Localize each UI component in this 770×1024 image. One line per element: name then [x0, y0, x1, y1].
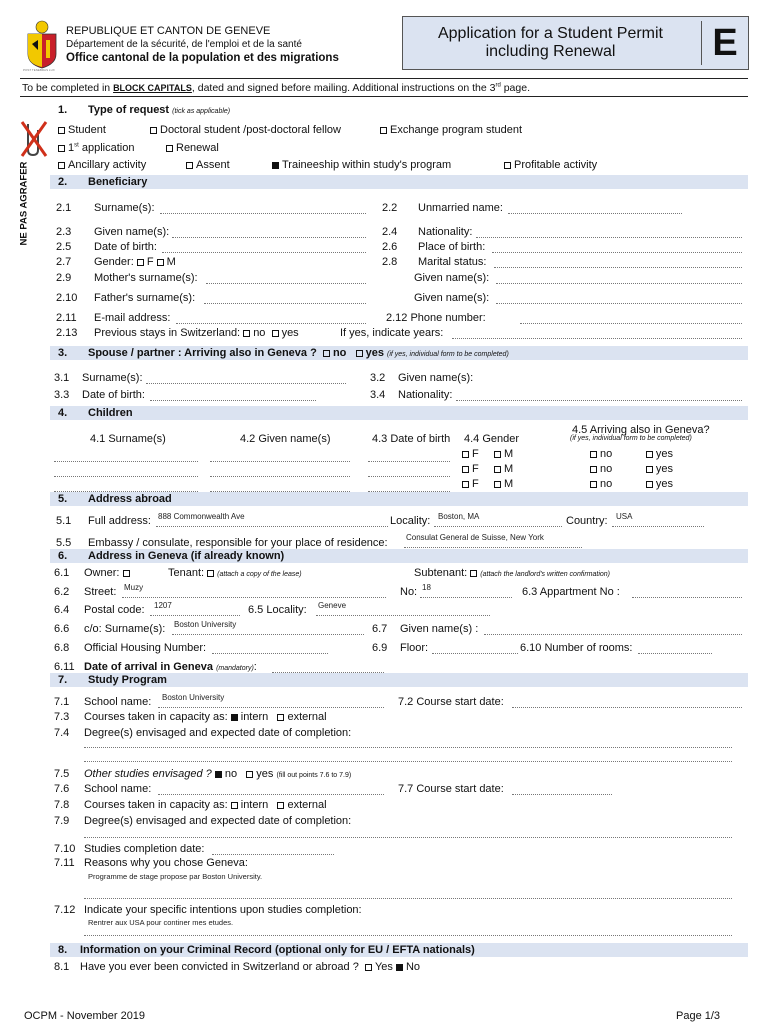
courses-row: Courses taken in capacity as: intern external — [84, 711, 327, 723]
n210: 2.10 — [56, 292, 78, 304]
locality-label: Locality: — [390, 515, 431, 527]
marital-label: Marital status: — [418, 256, 487, 268]
canton-logo — [22, 18, 62, 74]
father-given-field[interactable] — [496, 302, 742, 304]
nationality-field[interactable] — [476, 236, 742, 238]
ancillary-option[interactable]: Ancillary activity — [58, 159, 146, 171]
course-start-label: 7.2 Course start date: — [398, 696, 504, 708]
s5-title: Address abroad — [88, 493, 172, 505]
degree2-field[interactable] — [84, 836, 732, 838]
course-start-field[interactable] — [512, 706, 742, 708]
school-label: School name: — [84, 696, 152, 708]
n75: 7.5 — [54, 768, 70, 780]
children-arriving-header: 4.5 Arriving also in Geneva? — [572, 424, 710, 436]
s8-num: 8. — [58, 944, 68, 956]
full-address-label: Full address: — [88, 515, 151, 527]
country-field[interactable] — [612, 525, 704, 527]
s6-title: Address in Geneva (if already known) — [88, 550, 285, 562]
children-dob-header: 4.3 Date of birth — [372, 433, 451, 445]
republic-line: REPUBLIQUE ET CANTON DE GENEVE — [66, 25, 271, 37]
intentions-value[interactable]: Rentrer aux USA pour continer mes etudes. — [88, 918, 234, 927]
house-no-value[interactable]: 18 — [422, 583, 431, 592]
co-given-field[interactable] — [484, 633, 742, 635]
street-value[interactable]: Muzy — [124, 583, 144, 592]
school2-field[interactable] — [158, 793, 384, 795]
pob-field[interactable] — [492, 251, 742, 253]
traineeship-option[interactable]: Traineeship within study's program — [272, 159, 451, 171]
housing-field[interactable] — [212, 652, 328, 654]
n23: 2.3 — [56, 226, 72, 238]
no-staple-label: NE PAS AGRAFER — [18, 161, 30, 246]
s2-title: Beneficiary — [88, 176, 148, 188]
n24: 2.4 — [382, 226, 398, 238]
logo-motto: POST TENEBRAS LUX — [23, 68, 55, 72]
given-field[interactable] — [172, 236, 366, 238]
other-yes-checkbox[interactable] — [246, 771, 253, 778]
first-application-option[interactable]: 1st application — [58, 142, 134, 154]
n51: 5.1 — [56, 515, 72, 527]
n211: 2.11 — [56, 312, 77, 324]
child2-given[interactable] — [210, 475, 350, 477]
gender-row: Gender: F M — [94, 256, 176, 268]
dob-label: Date of birth: — [94, 241, 157, 253]
spouse-dob-label: Date of birth: — [82, 389, 145, 401]
subtenant-option[interactable]: Subtenant: (attach the landlord's written confirmation) — [414, 567, 611, 579]
n28: 2.8 — [382, 256, 398, 268]
n22: 2.2 — [382, 202, 398, 214]
gender-f-checkbox[interactable] — [137, 259, 144, 266]
s8-title: Information on your Criminal Record (optional only for EU / EFTA nationals) — [80, 944, 475, 956]
degree2-label: Degree(s) envisaged and expected date of completion: — [84, 815, 352, 827]
child3-gender[interactable]: F M — [462, 478, 513, 490]
apartment-label: 6.3 Appartment No : — [522, 586, 620, 598]
title-box — [402, 16, 749, 70]
apartment-field[interactable] — [632, 596, 742, 598]
years-field[interactable] — [452, 337, 742, 339]
other-no-checkbox[interactable] — [215, 771, 222, 778]
locality-field[interactable] — [434, 525, 562, 527]
n213: 2.13 — [56, 327, 78, 339]
s4-num: 4. — [58, 407, 68, 419]
child1-dob[interactable] — [368, 460, 450, 462]
child1-arriving[interactable]: no yes — [590, 448, 673, 460]
profitable-option[interactable]: Profitable activity — [504, 159, 597, 171]
n71: 7.1 — [54, 696, 70, 708]
n710: 7.10 — [54, 843, 76, 855]
intro-text: To be completed in BLOCK CAPITALS, dated and signed before mailing. Additional instructions on the 3rd page. — [22, 82, 530, 94]
father-label: Father's surname(s): — [94, 292, 196, 304]
n55: 5.5 — [56, 537, 72, 549]
mother-label: Mother's surname(s): — [94, 272, 198, 284]
co-given-label: Given name(s) : — [400, 623, 479, 635]
s7-title: Study Program — [88, 674, 167, 686]
n81: 8.1 — [54, 961, 70, 973]
arrival-label: Date of arrival in Geneva (mandatory): — [84, 661, 257, 673]
father-given-label: Given name(s): — [414, 292, 490, 304]
spouse-surname-field[interactable] — [146, 382, 346, 384]
country-label: Country: — [566, 515, 608, 527]
surname-label: Surname(s): — [94, 202, 155, 214]
s5-num: 5. — [58, 493, 68, 505]
house-no-field[interactable] — [420, 596, 512, 598]
n78: 7.8 — [54, 799, 70, 811]
doctoral-option[interactable]: Doctoral student /post-doctoral fellow — [150, 124, 341, 136]
degree-field-line2[interactable] — [84, 760, 732, 762]
reasons-label: Reasons why you chose Geneva: — [84, 857, 248, 869]
n61: 6.1 — [54, 567, 70, 579]
mother-given-field[interactable] — [496, 282, 742, 284]
s2-num: 2. — [58, 176, 68, 188]
school2-label: School name: — [84, 783, 152, 795]
degree-label: Degree(s) envisaged and expected date of completion: — [84, 727, 352, 739]
courses2-row: Courses taken in capacity as: intern external — [84, 799, 327, 811]
spouse-dob-field[interactable] — [150, 399, 316, 401]
postal-label: Postal code: — [84, 604, 145, 616]
embassy-field[interactable] — [404, 546, 582, 548]
assent-option[interactable]: Assent — [186, 159, 230, 171]
form-letter: E — [701, 21, 748, 65]
full-address-value[interactable]: 888 Commonwealth Ave — [158, 512, 245, 521]
n76: 7.6 — [54, 783, 70, 795]
n33: 3.3 — [54, 389, 70, 401]
footer-page: Page 1/3 — [676, 1010, 721, 1022]
n73: 7.3 — [54, 711, 70, 723]
house-no-label: No: — [400, 586, 418, 598]
n31: 3.1 — [54, 372, 70, 384]
s1-num: 1. — [58, 104, 68, 116]
n68: 6.8 — [54, 642, 70, 654]
s6-num: 6. — [58, 550, 68, 562]
s4-title: Children — [88, 407, 133, 419]
course-start2-field[interactable] — [512, 793, 612, 795]
child1-gender[interactable]: F M — [462, 448, 513, 460]
housing-label: Official Housing Number: — [84, 642, 207, 654]
n27: 2.7 — [56, 256, 72, 268]
s1-title: Type of request (tick as applicable) — [88, 104, 231, 116]
children-arriving-hint: (if yes, individual form to be completed) — [570, 435, 692, 442]
embassy-value[interactable]: Consulat General de Suisse, New York — [406, 533, 544, 542]
given-label: Given name(s): — [94, 226, 170, 238]
n32: 3.2 — [370, 372, 386, 384]
exchange-option[interactable]: Exchange program student — [380, 124, 522, 136]
n611: 6.11 — [54, 661, 75, 673]
reasons-field[interactable] — [84, 897, 732, 899]
spouse-nationality-field[interactable] — [456, 399, 742, 401]
father-field[interactable] — [204, 302, 366, 304]
intern2-checkbox[interactable] — [231, 802, 238, 809]
rooms-field[interactable] — [638, 652, 712, 654]
n67: 6.7 — [372, 623, 388, 635]
email-field[interactable] — [176, 322, 366, 324]
mother-given-label: Given name(s): — [414, 272, 490, 284]
prev-yes-checkbox[interactable] — [272, 330, 279, 337]
renewal-option[interactable]: Renewal — [166, 142, 219, 154]
dob-field[interactable] — [162, 251, 366, 253]
children-surname-header: 4.1 Surname(s) — [90, 433, 166, 445]
children-gender-header: 4.4 Gender — [464, 433, 520, 445]
other-studies-row: Other studies envisaged ? no yes (fill out points 7.6 to 7.9) — [84, 768, 352, 780]
child2-surname[interactable] — [54, 475, 198, 477]
phone-field[interactable] — [520, 322, 742, 324]
student-option[interactable]: Student — [58, 124, 106, 136]
postal-field[interactable] — [150, 614, 240, 616]
s7-num: 7. — [58, 674, 68, 686]
n29: 2.9 — [56, 272, 72, 284]
s3-num: 3. — [58, 347, 68, 359]
postal-value[interactable]: 1207 — [154, 601, 172, 610]
floor-label: Floor: — [400, 642, 429, 654]
embassy-label: Embassy / consulate, responsible for your place of residence: — [88, 537, 388, 549]
intentions-field[interactable] — [84, 934, 732, 936]
school-value[interactable]: Boston University — [162, 693, 225, 702]
child2-arriving[interactable]: no yes — [590, 463, 673, 475]
n712: 7.12 — [54, 904, 76, 916]
co-label: c/o: Surname(s): — [84, 623, 166, 635]
conviction-row: Have you ever been convicted in Switzerland or abroad ? Yes No — [80, 961, 421, 973]
conviction-no-checkbox[interactable] — [396, 964, 403, 971]
spouse-nationality-label: Nationality: — [398, 389, 453, 401]
email-label: E-mail address: — [94, 312, 171, 324]
external2-checkbox[interactable] — [277, 802, 284, 809]
pob-label: Place of birth: — [418, 241, 486, 253]
conviction-yes-checkbox[interactable] — [365, 964, 372, 971]
n66: 6.6 — [54, 623, 70, 635]
s3-title: Spouse / partner : Arriving also in Geneva ? no yes (if yes, individual form to be completed) — [88, 347, 509, 359]
completion-label: Studies completion date: — [84, 843, 205, 855]
children-given-header: 4.2 Given name(s) — [240, 433, 331, 445]
surname-field[interactable] — [160, 212, 366, 214]
n21: 2.1 — [56, 202, 72, 214]
n25: 2.5 — [56, 241, 72, 253]
department-line: Département de la sécurité, de l'emploi et de la santé — [66, 39, 302, 50]
child2-gender[interactable]: F M — [462, 463, 513, 475]
child3-arriving[interactable]: no yes — [590, 478, 673, 490]
rooms-label: 6.10 Number of rooms: — [520, 642, 633, 654]
child1-surname[interactable] — [54, 460, 198, 462]
co-field[interactable] — [172, 633, 364, 635]
intern-checkbox[interactable] — [231, 714, 238, 721]
tenant-option[interactable]: Tenant: (attach a copy of the lease) — [168, 567, 302, 579]
unmarried-label: Unmarried name: — [418, 202, 503, 214]
ifyes-label: If yes, indicate years: — [340, 327, 444, 339]
spouse-yes-checkbox[interactable] — [356, 350, 363, 357]
phone-label: 2.12 Phone number: — [386, 312, 486, 324]
geneva-locality-field[interactable] — [316, 614, 490, 616]
geneva-locality-label: 6.5 Locality: — [248, 604, 307, 616]
full-address-field[interactable] — [156, 525, 388, 527]
n62: 6.2 — [54, 586, 70, 598]
child2-dob[interactable] — [368, 475, 450, 477]
spouse-given-label: Given name(s): — [398, 372, 474, 384]
street-label: Street: — [84, 586, 117, 598]
n64: 6.4 — [54, 604, 70, 616]
school-field[interactable] — [158, 706, 384, 708]
degree-field-line1[interactable] — [84, 746, 732, 748]
locality-value[interactable]: Boston, MA — [438, 512, 480, 521]
footer-form-id: OCPM - November 2019 — [24, 1010, 146, 1022]
unmarried-field[interactable] — [508, 212, 682, 214]
external-checkbox[interactable] — [277, 714, 284, 721]
nationality-label: Nationality: — [418, 226, 473, 238]
street-field[interactable] — [122, 596, 386, 598]
mother-field[interactable] — [206, 282, 366, 284]
country-value[interactable]: USA — [616, 512, 633, 521]
floor-field[interactable] — [432, 652, 518, 654]
completion-field[interactable] — [212, 853, 334, 855]
prev-no-checkbox[interactable] — [243, 330, 250, 337]
reasons-value[interactable]: Programme de stage propose par Boston University. — [88, 872, 263, 881]
marital-field[interactable] — [494, 266, 742, 268]
form-title: Application for a Student Permit including Renewal — [437, 25, 663, 60]
office-line: Office cantonal de la population et des migrations — [66, 52, 339, 64]
co-value[interactable]: Boston University — [174, 620, 237, 629]
child1-given[interactable] — [210, 460, 350, 462]
n69: 6.9 — [372, 642, 388, 654]
course-start2-label: 7.7 Course start date: — [398, 783, 504, 795]
intentions-label: Indicate your specific intentions upon studies completion: — [84, 904, 362, 916]
geneva-locality-value[interactable]: Geneve — [318, 601, 347, 610]
n26: 2.6 — [382, 241, 398, 253]
n34: 3.4 — [370, 389, 386, 401]
n711: 7.11 — [54, 857, 75, 869]
n79: 7.9 — [54, 815, 70, 827]
owner-option[interactable]: Owner: — [84, 567, 133, 579]
spouse-surname-label: Surname(s): — [82, 372, 143, 384]
spouse-no-checkbox[interactable] — [323, 350, 330, 357]
n74: 7.4 — [54, 727, 70, 739]
prev-stays-row: Previous stays in Switzerland: no yes — [94, 327, 299, 339]
gender-m-checkbox[interactable] — [157, 259, 164, 266]
